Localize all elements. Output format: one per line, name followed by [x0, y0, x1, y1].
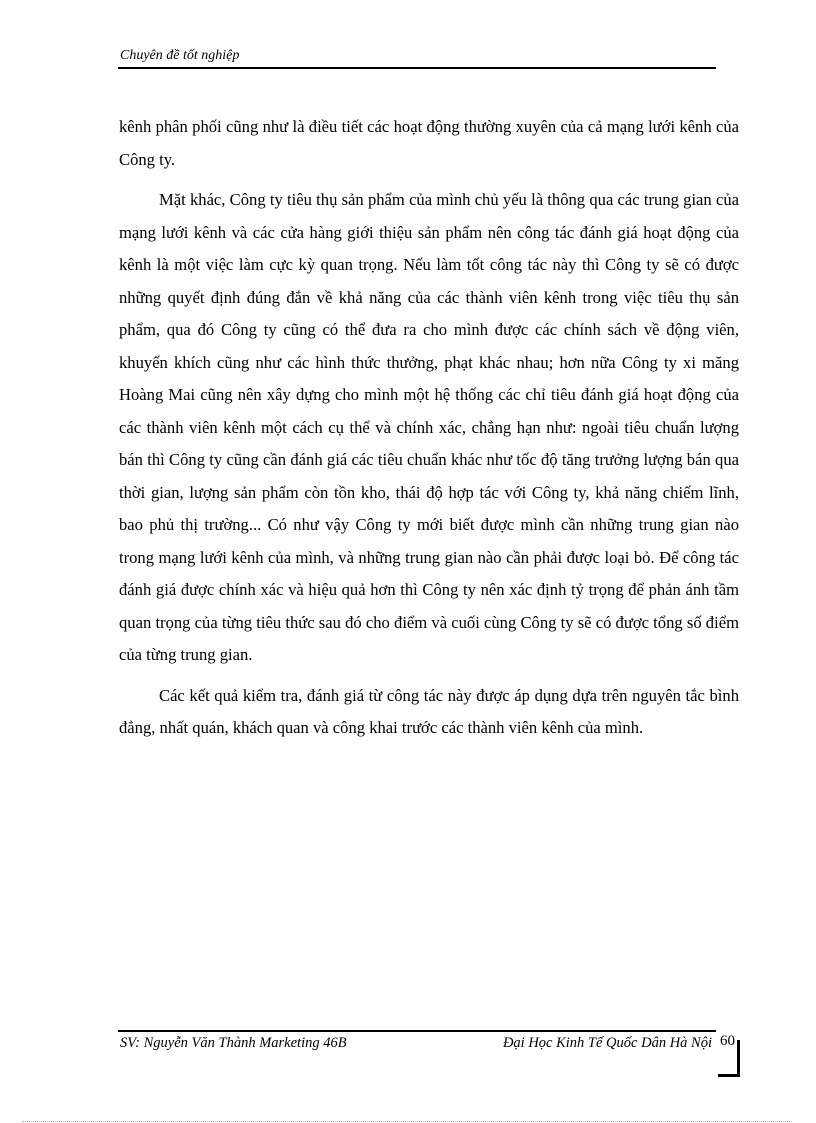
page-edge-divider [22, 1121, 792, 1122]
body-text [119, 111, 739, 753]
page-border-shadow-right [737, 1040, 740, 1076]
header-title: Chuyên đề tốt nghiệp [120, 48, 240, 63]
paragraph-2: Mặt khác, Công ty tiêu thụ sản phẩm của mình chủ yếu là thông qua các trung gian của mạng lưới kênh và các cửa hàng giới thiệu sản phẩm nên công tác đánh giá hoạt động của kênh là một việc làm cực kỳ quan trọng. Nếu làm tốt công tác này thì Công ty sẽ có được những quyết định đúng đắn về khả năng của các thành viên kênh trong việc tiêu thụ sản phẩm, qua đó Công ty cũng có thể đưa ra cho mình được các chính sách về động viên, khuyến khích cũng như các hình thức thưởng, phạt khác nhau; hơn nữa Công ty xi măng Hoàng Mai cũng nên xây dựng cho mình một hệ thống các chỉ tiêu đánh giá hoạt động của các thành viên kênh một cách cụ thể và chính xác, chẳng hạn như: ngoài tiêu chuẩn lượng bán thì Công ty cũng cần đánh giá các tiêu chuẩn khác như tốc độ tăng trưởng lượng bán qua thời gian, lượng sản phẩm còn tồn kho, thái độ hợp tác với Công ty, khả năng chiếm lĩnh, bao phủ thị trường... Có như vậy Công ty mới biết được mình cần những trung gian nào trong mạng lưới kênh của mình, và những trung gian nào cần phải được loại bỏ. Để công tác đánh giá được chính xác và hiệu quả hơn thì Công ty nên xác định tỷ trọng để phản ánh tầm quan trọng của từng tiêu thức sau đó cho điểm và cuối cùng Công ty sẽ có được tổng số điểm của từng trung gian. [119, 190, 739, 664]
page-number: 60 [720, 1033, 735, 1049]
paragraph-1: kênh phân phối cũng như là điều tiết các hoạt động thường xuyên của cả mạng lưới kênh của Công ty. [119, 117, 739, 169]
footer-rule [118, 1030, 716, 1032]
paragraph-3: Các kết quả kiểm tra, đánh giá từ công tác này được áp dụng dựa trên nguyên tắc bình đẳng, nhất quán, khách quan và công khai trước các thành viên kênh của mình. [119, 685, 739, 737]
header-rule [118, 67, 716, 69]
footer-author: SV: Nguyễn Văn Thành Marketing 46B [120, 1035, 347, 1051]
footer-university: Đại Học Kinh Tế Quốc Dân Hà Nội [502, 1035, 712, 1051]
page-border-shadow-bottom [718, 1074, 740, 1077]
